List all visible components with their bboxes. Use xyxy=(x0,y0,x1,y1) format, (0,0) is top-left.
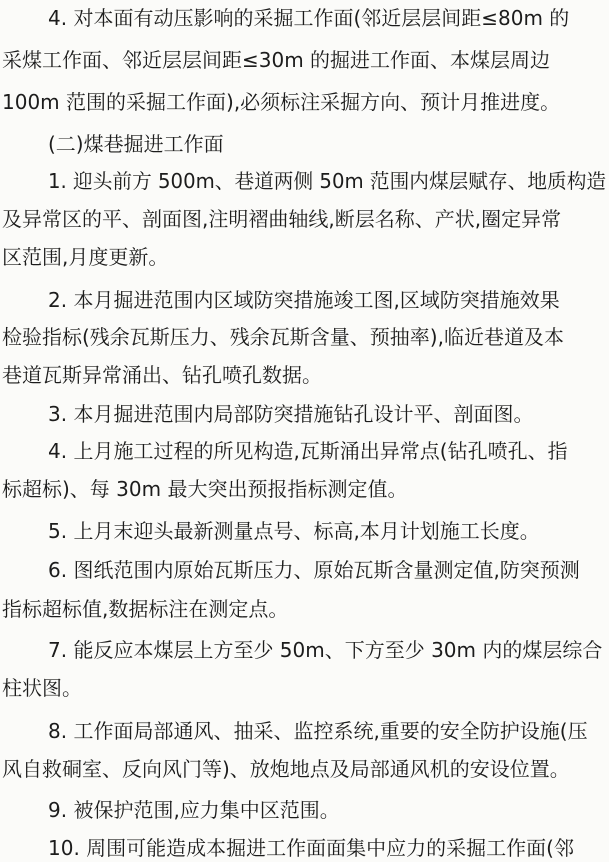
text-line: 2. 本月掘进范围内区域防突措施竣工图,区域防突措施效果 xyxy=(48,288,560,312)
text-line: 6. 图纸范围内原始瓦斯压力、原始瓦斯含量测定值,防突预测 xyxy=(48,558,580,582)
text-line: 7. 能反应本煤层上方至少 50m、下方至少 30m 内的煤层综合 xyxy=(48,638,603,662)
text-line: 及异常区的平、剖面图,注明褶曲轴线,断层名称、产状,圈定异常 xyxy=(2,207,562,231)
text-line: 巷道瓦斯异常涌出、钻孔喷孔数据。 xyxy=(2,363,322,387)
text-line: 5. 上月末迎头最新测量点号、标高,本月计划施工长度。 xyxy=(48,519,540,543)
text-line: 4. 上月施工过程的所见构造,瓦斯涌出异常点(钻孔喷孔、指 xyxy=(48,439,568,463)
text-line: 1. 迎头前方 500m、巷道两侧 50m 范围内煤层赋存、地质构造 xyxy=(48,169,607,193)
text-line: 8. 工作面局部通风、抽采、监控系统,重要的安全防护设施(压 xyxy=(48,719,588,743)
text-line: 指标超标值,数据标注在测定点。 xyxy=(2,597,289,621)
text-line: 9. 被保护范围,应力集中区范围。 xyxy=(48,798,340,822)
text-line: 标超标)、每 30m 最大突出预报指标测定值。 xyxy=(2,477,408,501)
text-line: 柱状图。 xyxy=(2,676,82,700)
text-line: 采煤工作面、邻近层层间距≤30m 的掘进工作面、本煤层周边 xyxy=(2,48,551,72)
section-heading: (二)煤巷掘进工作面 xyxy=(48,132,224,156)
text-line: 10. 周围可能造成本掘进工作面面集中应力的采掘工作面(邻 xyxy=(48,836,574,860)
text-line: 4. 对本面有动压影响的采掘工作面(邻近层层间距≤80m 的 xyxy=(48,6,570,30)
text-line: 3. 本月掘进范围内局部防突措施钻孔设计平、剖面图。 xyxy=(48,402,534,426)
text-line: 检验指标(残余瓦斯压力、残余瓦斯含量、预抽率),临近巷道及本 xyxy=(2,325,564,349)
text-line: 区范围,月度更新。 xyxy=(2,245,169,269)
text-line: 风自救硐室、反向风门等)、放炮地点及局部通风机的安设位置。 xyxy=(2,757,570,781)
text-line: 100m 范围的采掘工作面),必须标注采掘方向、预计月推进度。 xyxy=(2,90,561,114)
